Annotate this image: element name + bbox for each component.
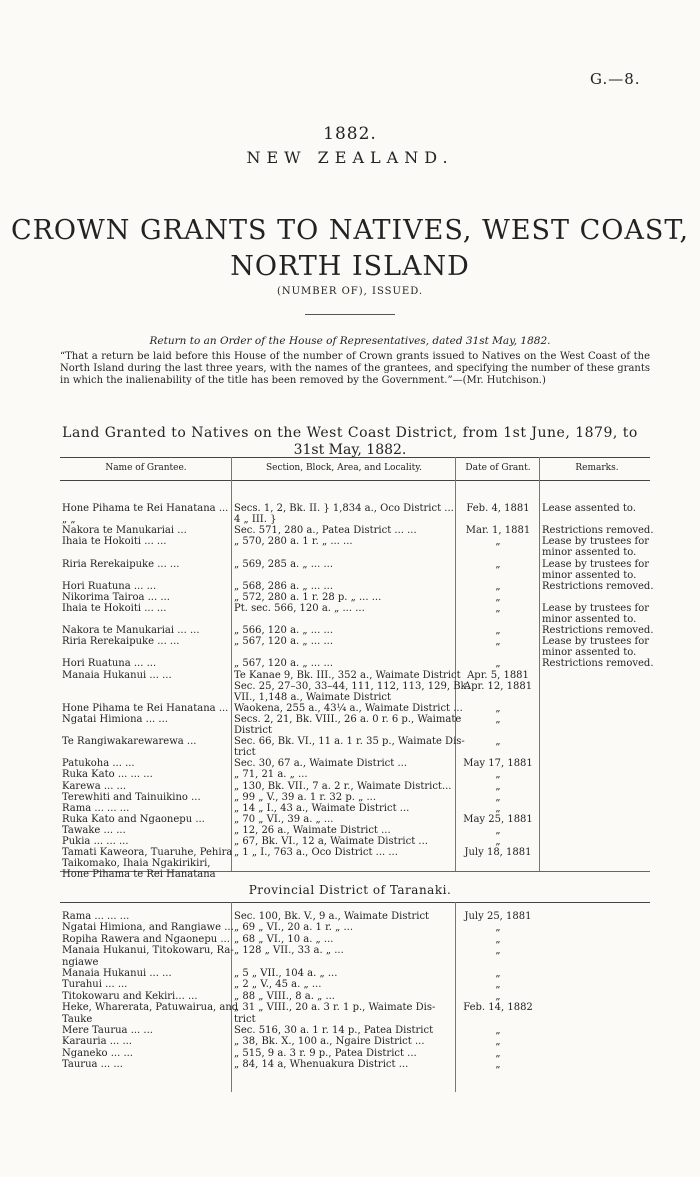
grantee-cell: Hone Pihama te Rei Hanatana ... xyxy=(62,702,229,714)
date-cell: „ xyxy=(495,990,501,1002)
section-cell: trict xyxy=(234,1013,256,1025)
section-cell: Sec. 25, 27–30, 33–44, 111, 112, 113, 129, Bk. xyxy=(234,680,470,692)
section-cell: VII., 1,148 a., Waimate District xyxy=(234,691,392,703)
date-cell: „ xyxy=(495,824,501,836)
motion-text: “That a return be laid before this House of the number of Crown grants issued to Natives on the West Coast of the North Island during the last three years, with the names of the grantees, and specifying the number of these grants in which the inalienability of the title has been removed by the Government.”—(Mr. Hutchison.) xyxy=(60,351,650,386)
table-title-line-2: 31st May, 1882. xyxy=(293,442,407,458)
column-divider xyxy=(231,457,232,871)
section-cell: Waokena, 255 a., 43¼ a., Waimate District ... xyxy=(234,702,463,714)
country: NEW ZEALAND. xyxy=(246,148,454,167)
divider xyxy=(305,314,395,315)
grantee-cell: Manaia Hukanui ... ... xyxy=(62,669,172,681)
section-cell: „ 515, 9 a. 3 r. 9 p., Patea District ... xyxy=(234,1047,417,1059)
grantee-cell: Manaia Hukanui ... ... xyxy=(62,968,172,979)
date-cell: „ xyxy=(495,1025,501,1036)
date-cell: May 25, 1881 xyxy=(463,813,533,825)
date-cell: „ xyxy=(495,558,501,570)
section-cell: trict xyxy=(234,747,256,759)
header-date: Date of Grant. xyxy=(465,463,531,473)
date-cell: July 18, 1881 xyxy=(464,847,532,859)
column-divider xyxy=(455,457,456,871)
remarks-cell: Restrictions removed. xyxy=(542,580,654,592)
section-cell: „ 2 „ V., 45 a. „ ... xyxy=(234,979,322,991)
section-cell: Sec. 66, Bk. VI., 11 a. 1 r. 35 p., Waimate Dis- xyxy=(234,736,465,748)
grantee-cell: Hori Ruatuna ... ... xyxy=(62,658,157,670)
date-cell: „ xyxy=(495,1036,501,1048)
grantee-cell: Ngatai Himiona, and Rangiawe ... xyxy=(62,922,234,934)
grantee-cell: Ropiha Rawera and Ngaonepu ... xyxy=(62,933,230,945)
section-cell: „ 71, 21 a. „ ... xyxy=(234,769,308,781)
section-cell: „ 12, 26 a., Waimate District ... xyxy=(234,824,391,836)
date-cell: „ xyxy=(495,636,501,648)
grantee-cell: Ngatai Himiona ... ... xyxy=(62,713,168,725)
grantee-cell: Ihaia te Hokoiti ... ... xyxy=(62,602,167,614)
grantee-cell: Rama ... ... ... xyxy=(62,911,130,922)
header-grantee: Name of Grantee. xyxy=(105,463,187,473)
section-rule-bottom xyxy=(60,902,650,903)
header-remarks: Remarks. xyxy=(575,463,619,473)
remarks-cell: Restrictions removed. xyxy=(542,525,654,537)
grantee-cell: Hone Pihama te Rei Hanatana xyxy=(62,869,216,881)
remarks-cell: minor assented to. xyxy=(542,614,637,625)
section-cell: „ 14 „ I., 43 a., Waimate District ... xyxy=(234,802,410,814)
date-cell: „ xyxy=(495,1047,501,1059)
date-cell: „ xyxy=(495,791,501,803)
date-cell: „ xyxy=(495,702,501,714)
grantee-cell: Nikorima Tairoa ... ... xyxy=(62,591,170,603)
remarks-cell: Lease by trustees for xyxy=(542,602,650,614)
section-cell: District xyxy=(234,725,272,736)
section-cell: „ 5 „ VII., 104 a. „ ... xyxy=(234,968,338,979)
date-cell: „ xyxy=(495,968,501,979)
grantee-cell: Terewhiti and Tainuikino ... xyxy=(62,791,201,803)
date-cell: „ xyxy=(495,602,501,614)
grantee-cell: Riria Rerekaipuke ... ... xyxy=(62,636,180,648)
grantee-cell: Tauke xyxy=(62,1013,93,1025)
date-cell: July 25, 1881 xyxy=(464,911,532,922)
section-cell: Sec. 30, 67 a., Waimate District ... xyxy=(234,758,408,770)
section-cell: „ 567, 120 a. „ ... ... xyxy=(234,658,333,670)
grantee-cell: Tamati Kaweora, Tuaruhe, Pehira xyxy=(62,847,233,859)
date-cell: „ xyxy=(495,1059,501,1071)
title-line-2: NORTH ISLAND xyxy=(230,251,470,282)
remarks-cell: Lease by trustees for xyxy=(542,558,650,570)
date-cell: „ xyxy=(495,802,501,814)
header-section: Section, Block, Area, and Locality. xyxy=(265,463,422,473)
date-cell: „ xyxy=(495,780,501,792)
section-cell: „ 88 „ VIII., 8 a. „ ... xyxy=(234,990,335,1002)
grantee-cell: Manaia Hukanui, Titokowaru, Ra- xyxy=(62,945,234,957)
section-cell: „ 69 „ VI., 20 a. 1 r. „ ... xyxy=(234,922,354,934)
subtitle: (NUMBER OF), ISSUED. xyxy=(276,286,424,297)
grantee-cell: Patukoha ... ... xyxy=(62,758,135,770)
date-cell: „ xyxy=(495,933,501,945)
section-cell: „ 570, 280 a. 1 r. „ ... ... xyxy=(234,536,353,548)
remarks-cell: Lease assented to. xyxy=(542,503,636,514)
date-cell: „ xyxy=(495,658,501,670)
table-title-line-1: Land Granted to Natives on the West Coast District, from 1st June, 1879, to xyxy=(62,425,638,441)
section-cell: „ 31 „ VIII., 20 a. 3 r. 1 p., Waimate Dis- xyxy=(234,1002,436,1014)
section-cell: „ 569, 285 a. „ ... ... xyxy=(234,558,333,570)
section-cell: Sec. 100, Bk. V., 9 a., Waimate District xyxy=(234,911,430,922)
section-cell: „ 566, 120 a. „ ... ... xyxy=(234,625,333,637)
column-divider xyxy=(455,902,456,1092)
section-cell: „ 99 „ V., 39 a. 1 r. 32 p. „ ... xyxy=(234,791,376,803)
section-cell: Te Kanae 9, Bk. III., 352 a., Waimate District xyxy=(234,669,461,681)
section-cell: „ 84, 14 a, Whenuakura District ... xyxy=(234,1059,409,1071)
remarks-cell: Lease by trustees for xyxy=(542,536,650,548)
grantee-cell: Nakora te Manukariai ... xyxy=(62,525,187,537)
grantee-cell: Mere Taurua ... ... xyxy=(62,1025,153,1036)
grantee-cell: Riria Rerekaipuke ... ... xyxy=(62,558,180,570)
grantee-cell: „ „ xyxy=(62,514,76,526)
date-cell: „ xyxy=(495,979,501,991)
section-cell: „ 67, Bk. VI., 12 a, Waimate District ... xyxy=(234,836,428,847)
date-cell: „ xyxy=(495,836,501,847)
remarks-cell: minor assented to. xyxy=(542,569,637,581)
section-cell: Secs. 1, 2, Bk. II. } 1,834 a., Oco District ... xyxy=(234,503,454,514)
date-cell: Apr. 12, 1881 xyxy=(463,680,533,692)
grantee-cell: Titokowaru and Kekiri... ... xyxy=(62,990,198,1002)
column-divider xyxy=(539,457,540,871)
section-cell: „ 70 „ VI., 39 a. „ ... xyxy=(234,813,334,825)
grantee-cell: Ruka Kato and Ngaonepu ... xyxy=(62,813,205,825)
grantee-cell: Karewa ... ... xyxy=(62,780,127,792)
document-code: G.—8. xyxy=(590,70,641,88)
section-cell: „ 572, 280 a. 1 r. 28 p. „ ... ... xyxy=(234,591,382,603)
section-cell: „ 130, Bk. VII., 7 a. 2 r., Waimate District... xyxy=(234,780,452,792)
date-cell: „ xyxy=(495,625,501,637)
grantee-cell: Pukia ... ... ... xyxy=(62,836,129,847)
remarks-cell: minor assented to. xyxy=(542,547,637,559)
date-cell: „ xyxy=(495,580,501,592)
date-cell: „ xyxy=(495,769,501,781)
section-cell: Sec. 516, 30 a. 1 r. 14 p., Patea District xyxy=(234,1025,434,1036)
remarks-cell: Lease by trustees for xyxy=(542,636,650,648)
grantee-cell: Rama ... ... ... xyxy=(62,802,130,814)
date-cell: „ xyxy=(495,736,501,748)
grantee-cell: Te Rangiwakarewarewa ... xyxy=(62,736,197,748)
section-cell: Pt. sec. 566, 120 a. „ ... ... xyxy=(234,602,365,614)
remarks-cell: minor assented to. xyxy=(542,647,637,659)
grantee-cell: Hone Pihama te Rei Hanatana ... xyxy=(62,503,229,514)
year: 1882. xyxy=(323,124,377,144)
section-cell: „ 68 „ VI., 10 a. „ ... xyxy=(234,933,334,945)
section-cell: „ 1 „ I., 763 a., Oco District ... ... xyxy=(234,847,398,859)
section-cell: 4 „ III. } xyxy=(234,514,277,526)
grantee-cell: Taurua ... ... xyxy=(62,1059,123,1071)
date-cell: Feb. 14, 1882 xyxy=(463,1002,533,1014)
date-cell: „ xyxy=(495,713,501,725)
table-header-rule xyxy=(60,480,650,481)
grantee-cell: Hori Ruatuna ... ... xyxy=(62,580,157,592)
title-line-1: CROWN GRANTS TO NATIVES, WEST COAST, xyxy=(10,215,690,246)
date-cell: „ xyxy=(495,536,501,548)
date-cell: Mar. 1, 1881 xyxy=(465,525,531,537)
section-cell: „ 128 „ VII., 33 a. „ ... xyxy=(234,945,344,957)
grantee-cell: Karauria ... ... xyxy=(62,1036,132,1048)
remarks-cell: Restrictions removed. xyxy=(542,658,654,670)
grantee-cell: Taikomako, Ihaia Ngakirikiri, xyxy=(62,858,211,870)
grantee-cell: Turahui ... ... xyxy=(62,979,128,991)
return-order-line: Return to an Order of the House of Representatives, dated 31st May, 1882. xyxy=(149,335,551,347)
date-cell: Feb. 4, 1881 xyxy=(466,503,530,514)
section-cell: Secs. 2, 21, Bk. VIII., 26 a. 0 r. 6 p., Waimate xyxy=(234,713,462,725)
section-cell: „ 568, 286 a. „ ... ... xyxy=(234,580,333,592)
section-cell: „ 567, 120 a. „ ... ... xyxy=(234,636,333,648)
date-cell: „ xyxy=(495,922,501,934)
section-cell: Sec. 571, 280 a., Patea District ... ... xyxy=(234,525,417,537)
date-cell: May 17, 1881 xyxy=(463,758,533,770)
table-top-rule xyxy=(60,457,650,458)
grantee-cell: Tawake ... ... xyxy=(62,824,126,836)
date-cell: „ xyxy=(495,945,501,957)
provincial-district-heading: Provincial District of Taranaki. xyxy=(248,883,452,897)
date-cell: Apr. 5, 1881 xyxy=(467,669,529,681)
grantee-cell: Nakora te Manukariai ... ... xyxy=(62,625,200,637)
remarks-cell: Restrictions removed. xyxy=(542,625,654,637)
section-cell: „ 38, Bk. X., 100 a., Ngaire District ... xyxy=(234,1036,425,1048)
grantee-cell: Ihaia te Hokoiti ... ... xyxy=(62,536,167,548)
grantee-cell: Nganeko ... ... xyxy=(62,1047,133,1059)
grantee-cell: ngiawe xyxy=(62,956,99,968)
grantee-cell: Ruka Kato ... ... ... xyxy=(62,769,153,781)
date-cell: „ xyxy=(495,591,501,603)
grantee-cell: Heke, Wharerata, Patuwairua, and xyxy=(62,1002,239,1014)
